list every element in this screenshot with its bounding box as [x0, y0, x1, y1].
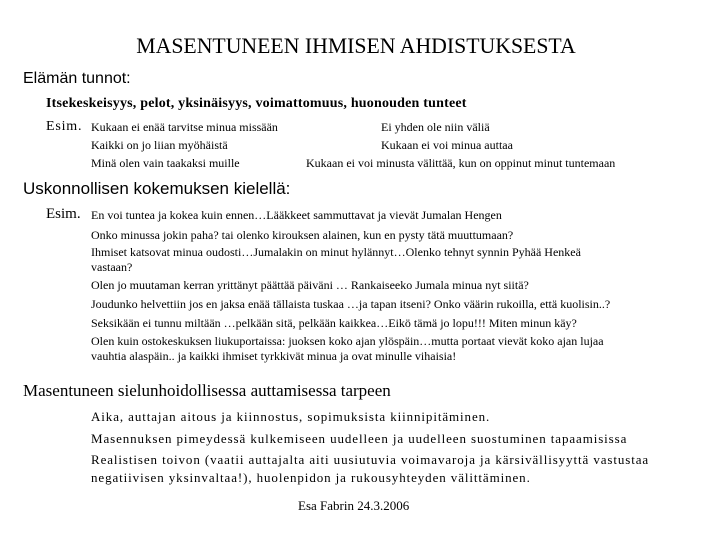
- example-right-1: Ei yhden ole niin väliä: [381, 120, 490, 134]
- religious-line-2: Onko minussa jokin paha? tai olenko kirouksen alainen, kun en pysty tätä muuttumaan?: [91, 228, 514, 242]
- religious-line-8: Olen kuin ostokeskuksen liukuportaissa: juoksen koko ajan ylöspäin…mutta portaat vievät koko ajan lujaa: [91, 334, 604, 348]
- religious-line-1: En voi tuntea ja kokea kuin ennen…Lääkkeet sammuttavat ja vievät Jumalan Hengen: [91, 208, 502, 222]
- section-heading-elaman-tunnot: Elämän tunnot:: [23, 70, 131, 87]
- care-line-4: negatiivisen yksinvaltaa!), huolenpidon ja rukousyhteyden välittäminen.: [91, 470, 531, 485]
- example-left-3: Minä olen vain taakaksi muille: [91, 156, 240, 170]
- example-right-3: Kukaan ei voi minusta välittää, kun on oppinut minut tuntemaan: [306, 156, 616, 170]
- religious-line-7: Seksikään ei tunnu miltään …pelkään sitä, pelkään kaikkea…Eikö tämä jo lopu!!! Miten minun käy?: [91, 316, 577, 330]
- care-line-3: Realistisen toivon (vaatii auttajalta aiti uusiutuvia voimavaroja ja kärsivällisyyttä vastustaa: [91, 452, 650, 467]
- religious-line-6: Joudunko helvettiin jos en jaksa enää tällaista tuskaa …ja tapan itseni? Onko väärin rukoilla, että kuolisin..?: [91, 297, 611, 311]
- care-line-1: Aika, auttajan aitous ja kiinnostus, sopimuksista kiinnipitäminen.: [91, 409, 491, 424]
- section-heading-sielunhoito: Masentuneen sielunhoidollisessa auttamisessa tarpeen: [23, 381, 391, 400]
- page-title: MASENTUNEEN IHMISEN AHDISTUKSESTA: [136, 33, 576, 58]
- religious-line-3: Ihmiset katsovat minua oudosti…Jumalakin on minut hylännyt…Olenko tehnyt synnin Pyhää Henkeä: [91, 245, 581, 259]
- religious-line-9: vauhtia alaspäin.. ja kaikki ihmiset tyrkkivät minua ja ovat minulle vihaisia!: [91, 349, 457, 363]
- example-left-1: Kukaan ei enää tarvitse minua missään: [91, 120, 278, 134]
- signature: Esa Fabrin 24.3.2006: [298, 498, 410, 513]
- section-heading-uskonnollinen: Uskonnollisen kokemuksen kielellä:: [23, 179, 291, 198]
- example-right-2: Kukaan ei voi minua auttaa: [381, 138, 513, 152]
- esim-label-2: Esim.: [46, 206, 81, 222]
- example-left-2: Kaikki on jo liian myöhäistä: [91, 138, 228, 152]
- esim-label: Esim.: [46, 119, 83, 134]
- care-line-2: Masennuksen pimeydessä kulkemiseen uudelleen ja uudelleen suostuminen tapaamisissa: [91, 431, 628, 446]
- religious-line-4: vastaan?: [91, 260, 133, 274]
- religious-line-5: Olen jo muutaman kerran yrittänyt päättää päiväni … Rankaiseeko Jumala minua nyt siitä?: [91, 278, 529, 292]
- section-subheading: Itsekeskeisyys, pelot, yksinäisyys, voimattomuus, huonouden tunteet: [46, 96, 467, 111]
